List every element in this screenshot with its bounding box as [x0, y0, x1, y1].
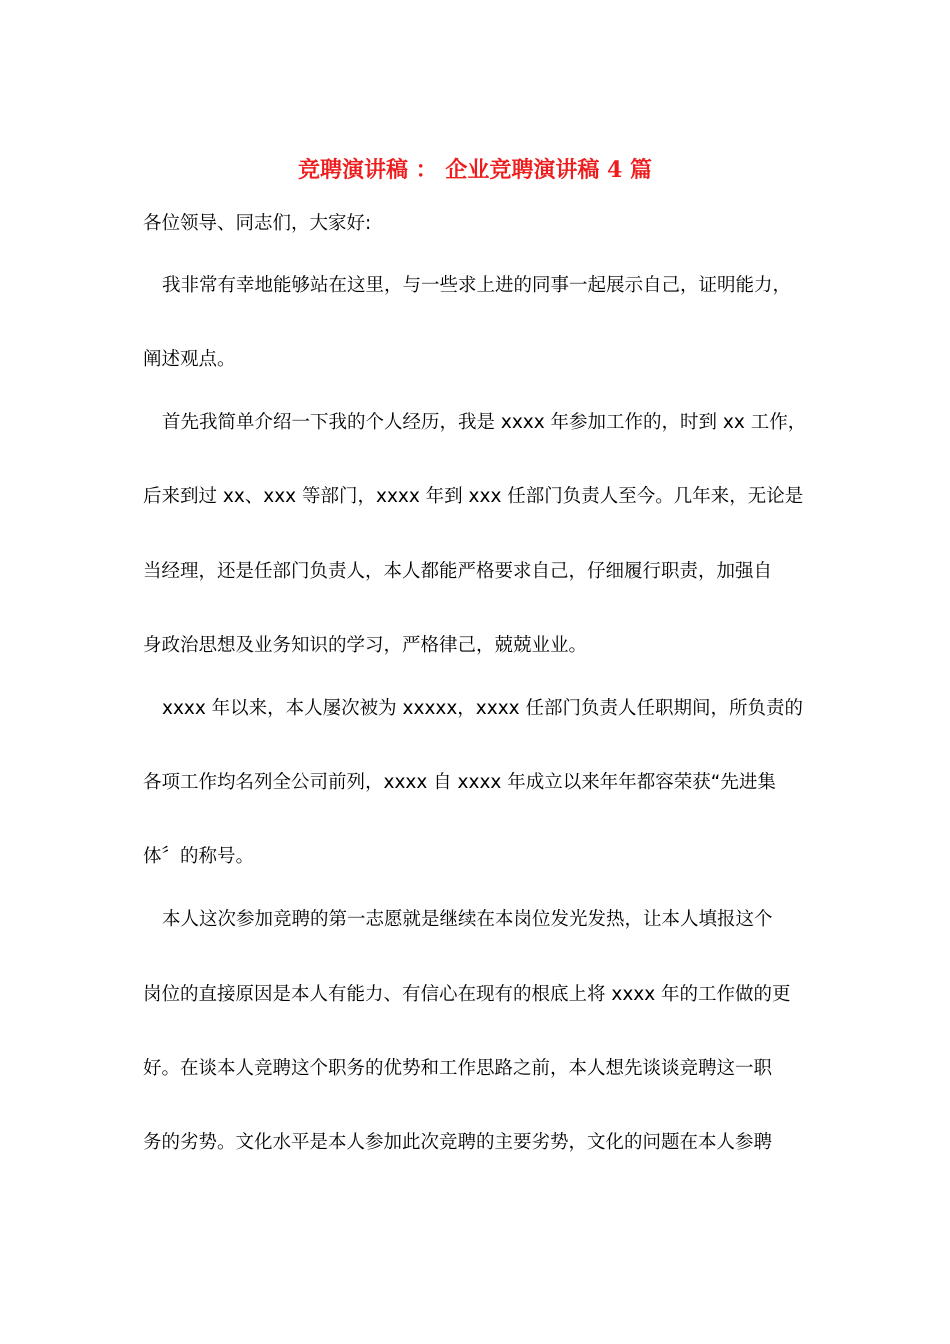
text-line: 岗位的直接原因是本人有能力、有信心在现有的根底上将 xxxx 年的工作做的更 — [143, 984, 791, 1005]
text-line-greeting: 各位领导、同志们，大家好: — [143, 213, 372, 234]
text-line: 首先我简单介绍一下我的个人经历，我是 xxxx 年参加工作的，时到 xx 工作， — [162, 412, 807, 433]
document-title: 竞聘演讲稿 ： 企业竞聘演讲稿 4 篇 — [298, 157, 652, 183]
text-line: 我非常有幸地能够站在这里，与一些求上进的同事一起展示自己，证明能力， — [162, 275, 792, 296]
text-line: 阐述观点。 — [143, 349, 236, 370]
text-line: 务的劣势。文化水平是本人参加此次竞聘的主要劣势，文化的问题在本人参聘 — [143, 1132, 773, 1153]
text-line: xxxx 年以来，本人屡次被为 xxxxx，xxxx 任部门负责人任职期间，所负责的 — [162, 698, 803, 719]
text-line: 后来到过 xx、xxx 等部门，xxxx 年到 xxx 任部门负责人至今。几年来，无论是 — [143, 486, 804, 507]
text-line: 当经理，还是任部门负责人，本人都能严格要求自己，仔细履行职责，加强自 — [143, 561, 773, 582]
text-line: 各项工作均名列全公司前列，xxxx 自 xxxx 年成立以来年年都容荣获“先进集 — [143, 772, 776, 793]
text-line: 好。在谈本人竞聘这个职务的优势和工作思路之前，本人想先谈谈竞聘这一职 — [143, 1058, 773, 1079]
text-line: 体〞的称号。 — [143, 846, 255, 867]
text-line: 身政治思想及业务知识的学习，严格律己，兢兢业业。 — [143, 635, 588, 656]
text-line: 本人这次参加竞聘的第一志愿就是继续在本岗位发光发热，让本人填报这个 — [162, 909, 773, 930]
